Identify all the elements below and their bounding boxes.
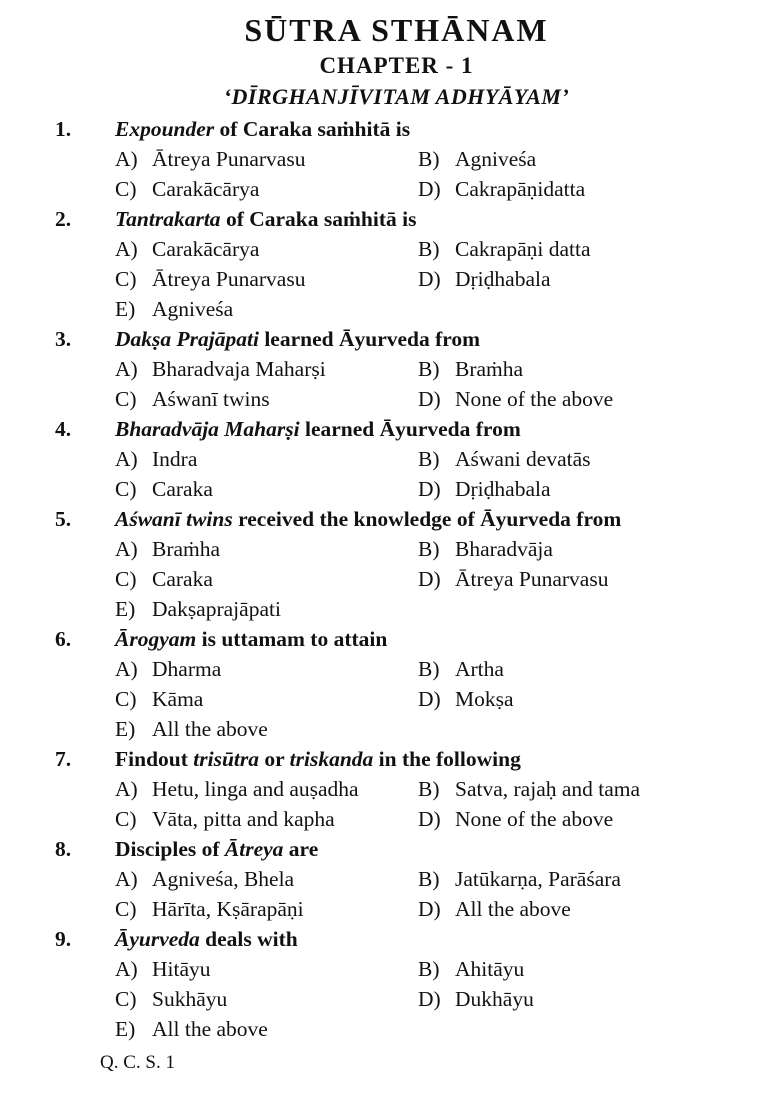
question-number: 5. <box>55 507 72 531</box>
option-text: Artha <box>455 657 504 681</box>
option-label: B) <box>418 147 440 171</box>
option-text: Dṛiḍhabala <box>455 267 551 291</box>
option-text: Caraka <box>152 567 213 591</box>
option-label: E) <box>115 297 136 321</box>
option <box>418 444 738 474</box>
question-options <box>115 774 738 834</box>
option-text: Dharma <box>152 657 222 681</box>
question-number: 3. <box>55 327 72 351</box>
stem-segment: of Caraka saṁhitā is <box>214 117 411 141</box>
option-label: C) <box>115 567 137 591</box>
option-label: A) <box>115 867 138 891</box>
option <box>418 234 738 264</box>
question-options <box>115 234 738 324</box>
option-label: C) <box>115 477 137 501</box>
option-label: E) <box>115 597 136 621</box>
option-text: Braṁha <box>152 537 221 561</box>
option <box>115 894 418 924</box>
stem-segment: of Caraka saṁhitā is <box>220 207 417 231</box>
option-label: B) <box>418 537 440 561</box>
option-label: A) <box>115 447 138 471</box>
option-text: Carakācārya <box>152 237 260 261</box>
question-stem <box>115 624 738 654</box>
option-label: B) <box>418 867 440 891</box>
stem-segment: or <box>259 747 290 771</box>
option-text: All the above <box>152 717 268 741</box>
option <box>418 174 738 204</box>
option <box>418 534 738 564</box>
chapter-heading: CHAPTER - 1 <box>319 53 474 78</box>
option-label: D) <box>418 807 441 831</box>
option-label: C) <box>115 897 137 921</box>
option <box>418 264 738 294</box>
question-options <box>115 354 738 414</box>
option-text: Agniveśa <box>152 297 234 321</box>
option-label: A) <box>115 657 138 681</box>
option-label: D) <box>418 567 441 591</box>
question-head <box>55 324 738 354</box>
option-label: A) <box>115 957 138 981</box>
option <box>418 144 738 174</box>
option-label: A) <box>115 777 138 801</box>
question <box>55 324 738 414</box>
option <box>115 804 418 834</box>
stem-segment: in the following <box>373 747 521 771</box>
option <box>418 564 738 594</box>
option-label: B) <box>418 957 440 981</box>
option-label: D) <box>418 477 441 501</box>
option-text: Caraka <box>152 477 213 501</box>
option <box>418 894 738 924</box>
stem-segment: learned Āyurveda from <box>258 327 481 351</box>
option-text: Aśwani devatās <box>455 447 591 471</box>
option <box>115 294 418 324</box>
question-head <box>55 114 738 144</box>
question-options <box>115 534 738 624</box>
question-stem <box>115 204 738 234</box>
stem-segment: learned Āyurveda from <box>299 417 521 441</box>
option <box>115 714 418 744</box>
option-text: Agniveśa, Bhela <box>152 867 295 891</box>
stem-segment: Bharadvāja Maharṣi <box>115 417 300 441</box>
stem-segment: Aśwanī twins <box>115 507 233 531</box>
option-text: All the above <box>455 897 571 921</box>
option-text: Dukhāyu <box>455 987 534 1011</box>
stem-segment: Findout <box>115 747 194 771</box>
option-text: Ātreya Punarvasu <box>455 567 609 591</box>
option-label: B) <box>418 237 440 261</box>
option-label: B) <box>418 777 440 801</box>
question-stem <box>115 834 738 864</box>
question <box>55 624 738 744</box>
stem-segment: trisūtra <box>193 747 259 771</box>
question <box>55 204 738 324</box>
question-options <box>115 654 738 744</box>
option-label: D) <box>418 987 441 1011</box>
option <box>115 564 418 594</box>
question-head <box>55 414 738 444</box>
option-label: C) <box>115 807 137 831</box>
question-number: 4. <box>55 417 72 441</box>
option-text: Hetu, linga and auṣadha <box>152 777 359 801</box>
option-text: Aśwanī twins <box>152 387 270 411</box>
option-label: C) <box>115 687 137 711</box>
question-number: 9. <box>55 927 72 951</box>
option <box>115 384 418 414</box>
option <box>115 444 418 474</box>
question-head <box>55 204 738 234</box>
question-number: 2. <box>55 207 72 231</box>
option <box>115 984 418 1014</box>
option-text: Dṛiḍhabala <box>455 477 551 501</box>
stem-segment: deals with <box>199 927 298 951</box>
option <box>115 234 418 264</box>
footer-label: Q. C. S. 1 <box>100 1052 175 1073</box>
option-label: C) <box>115 267 137 291</box>
question-head <box>55 624 738 654</box>
option-text: Kāma <box>152 687 204 711</box>
question-stem <box>115 924 738 954</box>
option <box>418 474 738 504</box>
question-head <box>55 744 738 774</box>
option-label: D) <box>418 177 441 201</box>
question-stem <box>115 504 738 534</box>
option-text: Agniveśa <box>455 147 537 171</box>
option-label: C) <box>115 987 137 1011</box>
option <box>418 354 738 384</box>
stem-segment: Ārogyam <box>115 627 197 651</box>
option-label: B) <box>418 657 440 681</box>
stem-segment: received the knowledge of Āyurveda from <box>232 507 622 531</box>
option-text: Carakācārya <box>152 177 260 201</box>
option-text: Braṁha <box>455 357 524 381</box>
question <box>55 834 738 924</box>
option-label: D) <box>418 387 441 411</box>
option <box>115 144 418 174</box>
stem-segment: Expounder <box>115 117 215 141</box>
option <box>418 774 738 804</box>
option <box>115 264 418 294</box>
option-label: C) <box>115 387 137 411</box>
option-text: Dakṣaprajāpati <box>152 597 281 621</box>
question-options <box>115 864 738 924</box>
option <box>115 684 418 714</box>
option-text: Satva, rajaḥ and tama <box>455 777 641 801</box>
option-text: Sukhāyu <box>152 987 228 1011</box>
option <box>115 474 418 504</box>
option-label: C) <box>115 177 137 201</box>
question-number: 7. <box>55 747 72 771</box>
option <box>115 774 418 804</box>
page-header <box>55 10 738 112</box>
option <box>115 654 418 684</box>
option-text: Cakrapāṇidatta <box>455 177 586 201</box>
option-text: Cakrapāṇi datta <box>455 237 591 261</box>
stem-segment: triskanda <box>289 747 374 771</box>
option <box>418 654 738 684</box>
question-number: 8. <box>55 837 72 861</box>
option-text: Mokṣa <box>455 687 514 711</box>
option-label: D) <box>418 687 441 711</box>
option <box>418 864 738 894</box>
question-head <box>55 834 738 864</box>
option <box>115 864 418 894</box>
question-stem <box>115 414 738 444</box>
option-label: E) <box>115 717 136 741</box>
option-text: Ātreya Punarvasu <box>152 267 306 291</box>
stem-segment: Disciples of <box>115 837 225 861</box>
question-head <box>55 924 738 954</box>
option <box>418 384 738 414</box>
option-text: Ahitāyu <box>455 957 525 981</box>
page-title: SŪTRA STHĀNAM <box>244 12 549 48</box>
question-options <box>115 444 738 504</box>
question <box>55 744 738 834</box>
option-label: A) <box>115 357 138 381</box>
question-head <box>55 504 738 534</box>
question-options <box>115 954 738 1044</box>
question-options <box>115 144 738 204</box>
question <box>55 924 738 1044</box>
question-number: 1. <box>55 117 72 141</box>
option-label: A) <box>115 237 138 261</box>
option-label: D) <box>418 897 441 921</box>
option <box>418 954 738 984</box>
option <box>418 984 738 1014</box>
option-text: Bharadvāja <box>455 537 553 561</box>
stem-segment: Dakṣa Prajāpati <box>115 327 259 351</box>
option-text: Hārīta, Kṣārapāṇi <box>152 897 304 921</box>
question-stem <box>115 744 738 774</box>
question <box>55 504 738 624</box>
option <box>418 804 738 834</box>
option-text: Vāta, pitta and kapha <box>152 807 335 831</box>
option <box>115 954 418 984</box>
option <box>115 354 418 384</box>
question-stem <box>115 114 738 144</box>
option-label: A) <box>115 537 138 561</box>
option <box>115 174 418 204</box>
option-text: Indra <box>152 447 198 471</box>
option-text: None of the above <box>455 807 614 831</box>
option-label: B) <box>418 357 440 381</box>
option-label: B) <box>418 447 440 471</box>
stem-segment: Ātreya <box>224 837 284 861</box>
option <box>115 534 418 564</box>
stem-segment: Āyurveda <box>115 927 200 951</box>
option <box>115 594 418 624</box>
question <box>55 414 738 504</box>
stem-segment: is uttamam to attain <box>196 627 388 651</box>
question-stem <box>115 324 738 354</box>
question-number: 6. <box>55 627 72 651</box>
stem-segment: are <box>283 837 319 861</box>
option-label: D) <box>418 267 441 291</box>
option-text: Jatūkarṇa, Parāśara <box>455 867 621 891</box>
option-text: All the above <box>152 1017 268 1041</box>
question <box>55 114 738 204</box>
questions <box>55 114 738 1044</box>
option-text: Ātreya Punarvasu <box>152 147 306 171</box>
option-text: Hitāyu <box>152 957 211 981</box>
option <box>115 1014 418 1044</box>
option-text: Bharadvaja Maharṣi <box>152 357 326 381</box>
option-text: None of the above <box>455 387 614 411</box>
option <box>418 684 738 714</box>
stem-segment: Tantrakarta <box>115 207 221 231</box>
option-label: E) <box>115 1017 136 1041</box>
option-label: A) <box>115 147 138 171</box>
chapter-subtitle: ‘DĪRGHANJĪVITAM ADHYĀYAM’ <box>223 84 570 109</box>
